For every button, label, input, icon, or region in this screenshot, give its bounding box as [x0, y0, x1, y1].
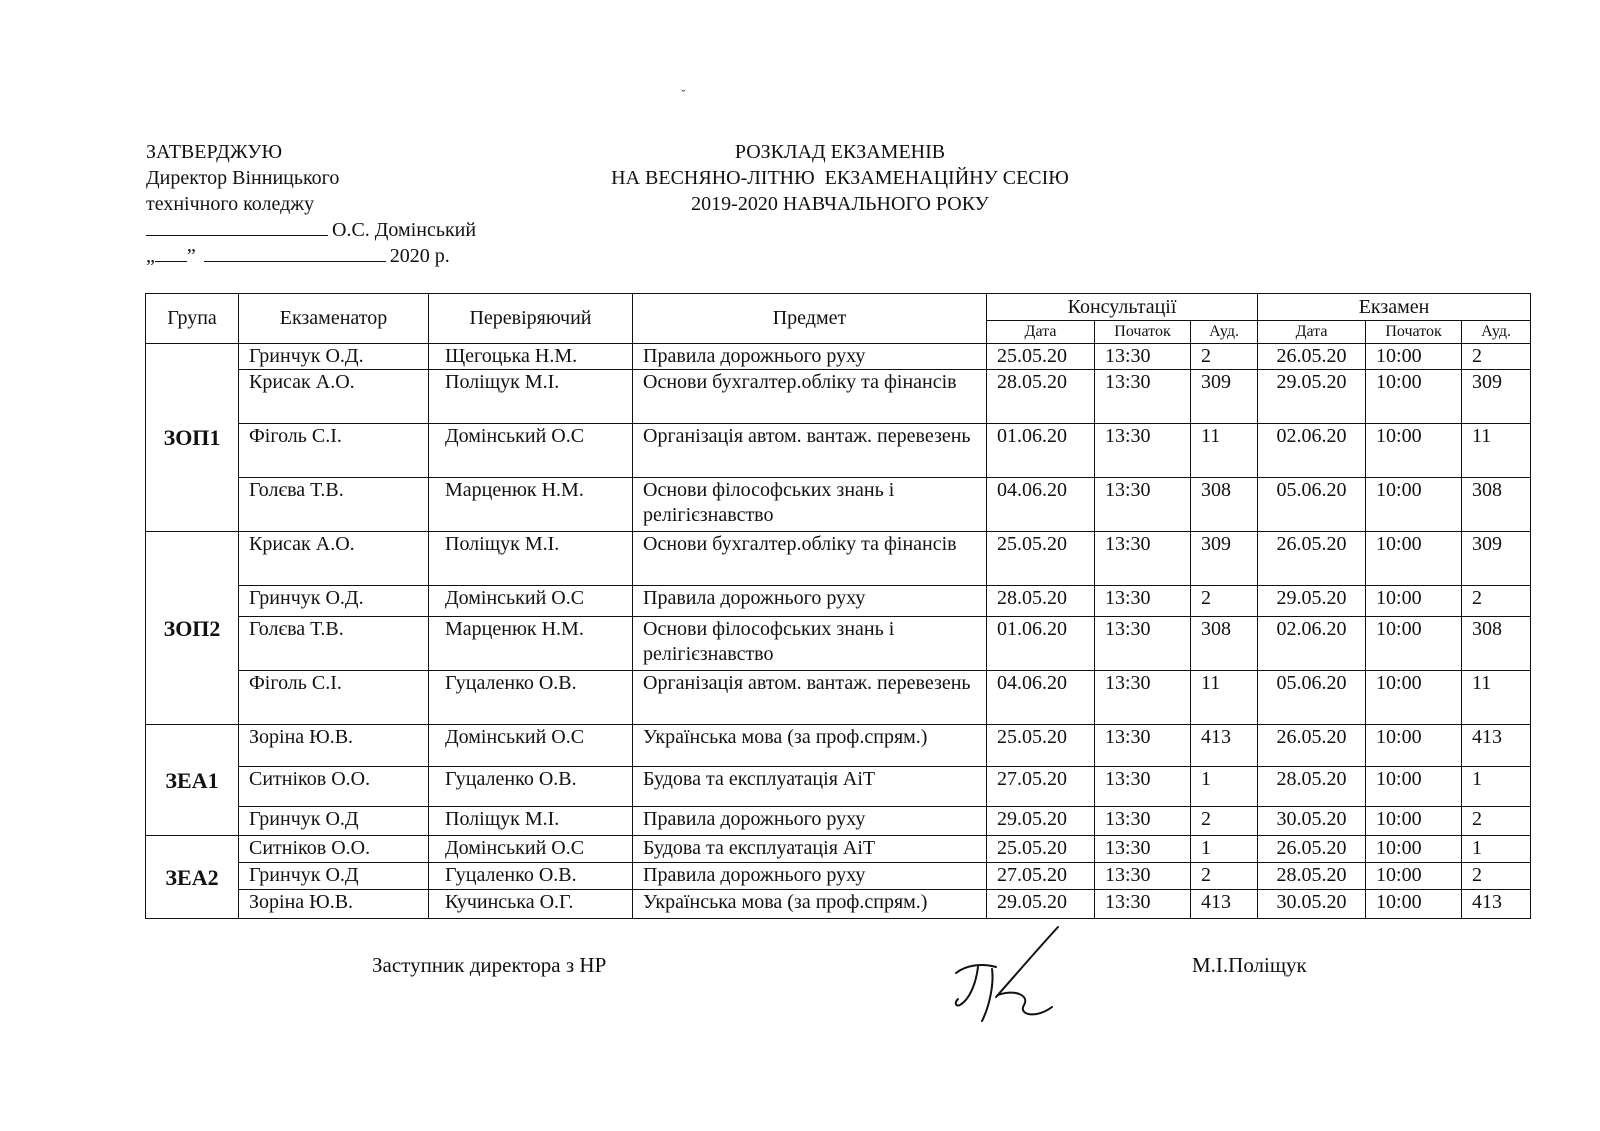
approval-position-line2: технічного коледжу [146, 193, 315, 215]
examiner-cell: Голєва Т.В. [239, 478, 429, 532]
examiner-cell: Голєва Т.В. [239, 617, 429, 671]
exam-room-cell: 309 [1462, 370, 1531, 424]
checker-cell: Марценюк Н.М. [429, 478, 633, 532]
approval-signature-line [146, 217, 476, 243]
group-cell: ЗОП1 [146, 344, 239, 532]
checker-cell: Поліщук М.І. [429, 532, 633, 586]
day-blank [155, 243, 187, 262]
table-row [146, 671, 1531, 725]
exam-room-cell: 11 [1462, 671, 1531, 725]
exam-room-cell: 308 [1462, 617, 1531, 671]
group-cell: ЗЕА1 [146, 725, 239, 836]
header-exam-start: Початок [1366, 321, 1462, 344]
examiner-cell: Крисак А.О. [239, 370, 429, 424]
approval-block [146, 139, 476, 269]
examiner-cell: Зоріна Ю.В. [239, 890, 429, 919]
title-line-3: 2019-2020 НАВЧАЛЬНОГО РОКУ [691, 193, 989, 215]
approval-date-line [146, 243, 476, 269]
table-row [146, 617, 1531, 671]
consult-start-cell: 13:30 [1095, 671, 1191, 725]
subject-cell: Організація автом. вантаж. перевезень [633, 424, 987, 478]
consult-room-cell: 309 [1191, 532, 1258, 586]
checker-cell: Гуцаленко О.В. [429, 671, 633, 725]
consult-room-cell: 11 [1191, 671, 1258, 725]
consult-start-cell: 13:30 [1095, 767, 1191, 807]
exam-start-cell: 10:00 [1366, 370, 1462, 424]
exam-date-cell: 26.05.20 [1258, 836, 1366, 863]
header-consultations: Консультації [987, 294, 1258, 321]
consult-date-cell: 01.06.20 [987, 424, 1095, 478]
subject-cell: Правила дорожнього руху [633, 344, 987, 370]
exam-date-cell: 26.05.20 [1258, 532, 1366, 586]
checker-cell: Домінський О.С [429, 725, 633, 767]
exam-start-cell: 10:00 [1366, 767, 1462, 807]
consult-room-cell: 1 [1191, 836, 1258, 863]
checker-cell: Гуцаленко О.В. [429, 767, 633, 807]
consult-date-cell: 27.05.20 [987, 863, 1095, 890]
checker-cell: Гуцаленко О.В. [429, 863, 633, 890]
consult-date-cell: 29.05.20 [987, 890, 1095, 919]
table-row [146, 424, 1531, 478]
subject-cell: Правила дорожнього руху [633, 863, 987, 890]
exam-date-cell: 02.06.20 [1258, 617, 1366, 671]
director-name: О.С. Домінський [332, 219, 477, 241]
quote-close: ” [186, 245, 196, 267]
consult-room-cell: 2 [1191, 586, 1258, 617]
exam-room-cell: 2 [1462, 807, 1531, 836]
checker-cell: Поліщук М.І. [429, 370, 633, 424]
month-blank [204, 243, 386, 262]
consult-start-cell: 13:30 [1095, 617, 1191, 671]
header-group: Група [146, 294, 239, 344]
approval-position-line1: Директор Вінницького [146, 167, 340, 189]
consult-start-cell: 13:30 [1095, 532, 1191, 586]
subject-cell: Правила дорожнього руху [633, 807, 987, 836]
exam-schedule-table [145, 293, 1531, 919]
checker-cell: Поліщук М.І. [429, 807, 633, 836]
header-exam: Екзамен [1258, 294, 1531, 321]
consult-date-cell: 25.05.20 [987, 532, 1095, 586]
exam-room-cell: 413 [1462, 890, 1531, 919]
exam-start-cell: 10:00 [1366, 617, 1462, 671]
consult-start-cell: 13:30 [1095, 725, 1191, 767]
consult-date-cell: 04.06.20 [987, 671, 1095, 725]
exam-room-cell: 2 [1462, 863, 1531, 890]
consult-date-cell: 27.05.20 [987, 767, 1095, 807]
consult-start-cell: 13:30 [1095, 836, 1191, 863]
consult-start-cell: 13:30 [1095, 344, 1191, 370]
title-line-2: НА ВЕСНЯНО-ЛІТНЮ ЕКЗАМЕНАЦІЙНУ СЕСІЮ [611, 167, 1069, 189]
exam-date-cell: 26.05.20 [1258, 344, 1366, 370]
consult-room-cell: 11 [1191, 424, 1258, 478]
examiner-cell: Гринчук О.Д [239, 807, 429, 836]
exam-room-cell: 11 [1462, 424, 1531, 478]
exam-start-cell: 10:00 [1366, 532, 1462, 586]
consult-start-cell: 13:30 [1095, 863, 1191, 890]
subject-cell: Основи філософських знань і релігієзнавство [633, 478, 987, 532]
examiner-cell: Гринчук О.Д. [239, 344, 429, 370]
consult-start-cell: 13:30 [1095, 890, 1191, 919]
header-exam-date: Дата [1258, 321, 1366, 344]
consult-start-cell: 13:30 [1095, 370, 1191, 424]
subject-cell: Основи бухгалтер.обліку та фінансів [633, 370, 987, 424]
table-row [146, 890, 1531, 919]
footer-name: М.І.Поліщук [1192, 953, 1307, 977]
checker-cell: Домінський О.С [429, 586, 633, 617]
exam-date-cell: 26.05.20 [1258, 725, 1366, 767]
exam-date-cell: 29.05.20 [1258, 586, 1366, 617]
table-row [146, 478, 1531, 532]
examiner-cell: Ситніков О.О. [239, 767, 429, 807]
consult-date-cell: 25.05.20 [987, 344, 1095, 370]
table-row [146, 532, 1531, 586]
exam-room-cell: 309 [1462, 532, 1531, 586]
group-cell: ЗОП2 [146, 532, 239, 725]
header-consult-room: Ауд. [1191, 321, 1258, 344]
exam-date-cell: 30.05.20 [1258, 890, 1366, 919]
subject-cell: Українська мова (за проф.спрям.) [633, 890, 987, 919]
exam-date-cell: 05.06.20 [1258, 671, 1366, 725]
consult-room-cell: 309 [1191, 370, 1258, 424]
subject-cell: Будова та експлуатація АіТ [633, 767, 987, 807]
footer-position: Заступник директора з НР [372, 953, 607, 977]
exam-room-cell: 1 [1462, 767, 1531, 807]
exam-start-cell: 10:00 [1366, 890, 1462, 919]
exam-start-cell: 10:00 [1366, 836, 1462, 863]
consult-room-cell: 308 [1191, 478, 1258, 532]
header-consult-date: Дата [987, 321, 1095, 344]
exam-start-cell: 10:00 [1366, 807, 1462, 836]
examiner-cell: Гринчук О.Д. [239, 586, 429, 617]
checker-cell: Щегоцька Н.М. [429, 344, 633, 370]
signature-image [952, 925, 1067, 1025]
consult-start-cell: 13:30 [1095, 586, 1191, 617]
table-row [146, 370, 1531, 424]
exam-room-cell: 2 [1462, 586, 1531, 617]
exam-start-cell: 10:00 [1366, 344, 1462, 370]
table-row [146, 836, 1531, 863]
schedule-body [146, 344, 1531, 919]
consult-room-cell: 413 [1191, 890, 1258, 919]
exam-date-cell: 05.06.20 [1258, 478, 1366, 532]
consult-date-cell: 28.05.20 [987, 370, 1095, 424]
exam-date-cell: 02.06.20 [1258, 424, 1366, 478]
examiner-cell: Зоріна Ю.В. [239, 725, 429, 767]
consult-room-cell: 2 [1191, 863, 1258, 890]
scan-mark: ˇ [681, 88, 686, 103]
checker-cell: Кучинська О.Г. [429, 890, 633, 919]
checker-cell: Домінський О.С [429, 836, 633, 863]
exam-room-cell: 413 [1462, 725, 1531, 767]
exam-date-cell: 28.05.20 [1258, 863, 1366, 890]
table-row [146, 767, 1531, 807]
consult-start-cell: 13:30 [1095, 424, 1191, 478]
header-exam-room: Ауд. [1462, 321, 1531, 344]
checker-cell: Домінський О.С [429, 424, 633, 478]
signature-blank [146, 217, 328, 236]
exam-date-cell: 29.05.20 [1258, 370, 1366, 424]
consult-room-cell: 308 [1191, 617, 1258, 671]
subject-cell: Основи бухгалтер.обліку та фінансів [633, 532, 987, 586]
examiner-cell: Крисак А.О. [239, 532, 429, 586]
consult-room-cell: 1 [1191, 767, 1258, 807]
subject-cell: Організація автом. вантаж. перевезень [633, 671, 987, 725]
approval-heading: ЗАТВЕРДЖУЮ [146, 141, 283, 163]
consult-start-cell: 13:30 [1095, 807, 1191, 836]
checker-cell: Марценюк Н.М. [429, 617, 633, 671]
consult-date-cell: 04.06.20 [987, 478, 1095, 532]
table-row [146, 725, 1531, 767]
consult-date-cell: 29.05.20 [987, 807, 1095, 836]
subject-cell: Будова та експлуатація АіТ [633, 836, 987, 863]
approval-year: 2020 р. [389, 245, 450, 267]
table-row [146, 807, 1531, 836]
consult-date-cell: 25.05.20 [987, 725, 1095, 767]
consult-room-cell: 2 [1191, 344, 1258, 370]
exam-start-cell: 10:00 [1366, 725, 1462, 767]
consult-room-cell: 413 [1191, 725, 1258, 767]
exam-start-cell: 10:00 [1366, 863, 1462, 890]
consult-date-cell: 01.06.20 [987, 617, 1095, 671]
exam-date-cell: 28.05.20 [1258, 767, 1366, 807]
header-consult-start: Початок [1095, 321, 1191, 344]
consult-room-cell: 2 [1191, 807, 1258, 836]
document-title [560, 139, 1120, 217]
exam-start-cell: 10:00 [1366, 478, 1462, 532]
header-examiner: Екзаменатор [239, 294, 429, 344]
exam-start-cell: 10:00 [1366, 586, 1462, 617]
examiner-cell: Ситніков О.О. [239, 836, 429, 863]
header-subject: Предмет [633, 294, 987, 344]
subject-cell: Українська мова (за проф.спрям.) [633, 725, 987, 767]
exam-start-cell: 10:00 [1366, 424, 1462, 478]
consult-date-cell: 25.05.20 [987, 836, 1095, 863]
group-cell: ЗЕА2 [146, 836, 239, 919]
exam-room-cell: 308 [1462, 478, 1531, 532]
table-row [146, 344, 1531, 370]
title-line-1: РОЗКЛАД ЕКЗАМЕНІВ [734, 141, 946, 163]
consult-date-cell: 28.05.20 [987, 586, 1095, 617]
exam-date-cell: 30.05.20 [1258, 807, 1366, 836]
exam-room-cell: 2 [1462, 344, 1531, 370]
exam-room-cell: 1 [1462, 836, 1531, 863]
examiner-cell: Гринчук О.Д [239, 863, 429, 890]
quote-open: „ [146, 245, 155, 267]
exam-start-cell: 10:00 [1366, 671, 1462, 725]
table-row [146, 586, 1531, 617]
consult-start-cell: 13:30 [1095, 478, 1191, 532]
header-checker: Перевіряючий [429, 294, 633, 344]
examiner-cell: Фіголь С.І. [239, 671, 429, 725]
examiner-cell: Фіголь С.І. [239, 424, 429, 478]
subject-cell: Правила дорожнього руху [633, 586, 987, 617]
table-row [146, 863, 1531, 890]
subject-cell: Основи філософських знань і релігієзнавство [633, 617, 987, 671]
